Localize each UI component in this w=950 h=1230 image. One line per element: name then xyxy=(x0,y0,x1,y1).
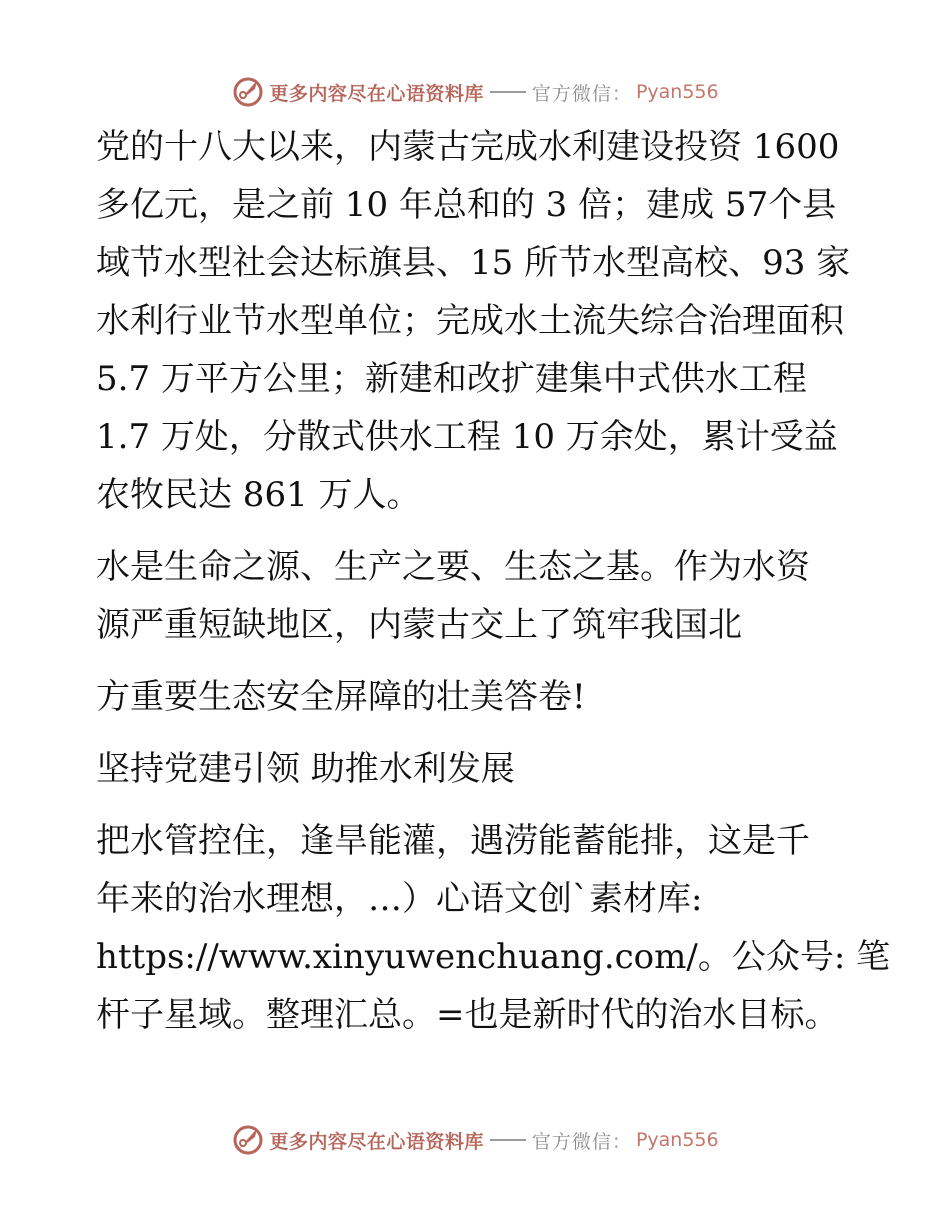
text-line: 多亿元，是之前 10 年总和的 3 倍；建成 57个县 xyxy=(96,185,837,225)
header-watermark xyxy=(0,72,950,112)
text-line: 把水管控住，逢旱能灌，遇涝能蓄能排，这是千 xyxy=(96,821,810,861)
paragraph-investment xyxy=(96,118,866,524)
text-line: 水是生命之源、生产之要、生态之基。作为水资 xyxy=(96,547,810,587)
text-line: 方重要生态安全屏障的壮美答卷! xyxy=(96,677,586,717)
text-line: 1.7 万处，分散式供水工程 10 万余处，累计受益 xyxy=(96,417,838,457)
paragraph-ecological-barrier xyxy=(96,668,866,726)
watermark-separator xyxy=(490,91,526,93)
quill-logo-icon xyxy=(231,1123,265,1157)
paragraph-water-control xyxy=(96,812,891,1044)
watermark-wechat-label: 官方微信： xyxy=(531,82,632,105)
quill-logo-icon xyxy=(231,75,265,109)
text-line: https://www.xinyuwenchuang.com/。公众号: 笔 xyxy=(96,937,891,977)
watermark-wechat-id: Pyan556 xyxy=(635,81,719,103)
footer-watermark xyxy=(0,1120,950,1160)
watermark-wechat-label: 官方微信： xyxy=(531,1130,632,1153)
text-line: 农牧民达 861 万人。 xyxy=(96,475,421,515)
watermark-site-text: 更多内容尽在心语资料库 xyxy=(269,82,484,105)
text-line: 域节水型社会达标旗县、15 所节水型高校、93 家 xyxy=(96,243,851,283)
text-line: 年来的治水理想，…）心语文创`素材库: xyxy=(96,879,703,919)
text-line: 杆子星域。整理汇总。=也是新时代的治水目标。 xyxy=(96,995,839,1035)
watermark-separator xyxy=(490,1139,526,1141)
watermark-wechat-id: Pyan556 xyxy=(635,1129,719,1151)
watermark-site-text: 更多内容尽在心语资料库 xyxy=(269,1130,484,1153)
text-line: 源严重短缺地区，内蒙古交上了筑牢我国北 xyxy=(96,605,742,645)
paragraph-water-source xyxy=(96,538,866,654)
text-line: 党的十八大以来，内蒙古完成水利建设投资 1600 xyxy=(96,127,840,167)
text-line: 坚持党建引领 助推水利发展 xyxy=(96,749,515,789)
document-body xyxy=(96,118,891,1044)
text-line: 水利行业节水型单位；完成水土流失综合治理面积 xyxy=(96,301,844,341)
text-line: 5.7 万平方公里；新建和改扩建集中式供水工程 xyxy=(96,359,807,399)
section-heading xyxy=(96,740,866,798)
